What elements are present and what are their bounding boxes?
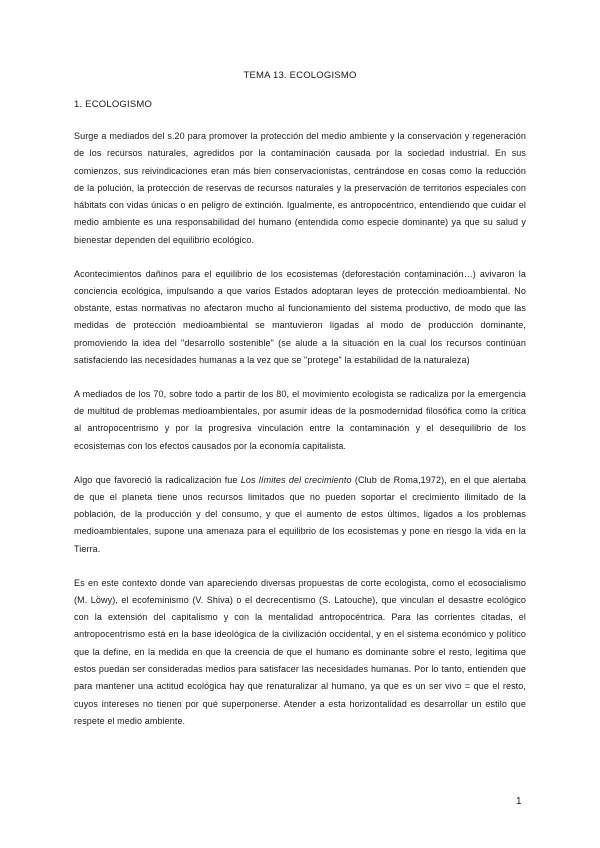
paragraph-4-text-start: Algo que favoreció la radicalización fue <box>74 474 241 485</box>
paragraph-4 <box>74 472 526 558</box>
paragraph-1: Surge a mediados del s.20 para promover la protección del medio ambiente y la conservación y regeneración de los recursos naturales, agredidos por la contaminación causada por la sociedad industrial. En sus comienzos, sus reivindicaciones eran más bien conservacionistas, centrándose en cosas como la reducción de la polución, la protección de reservas de recursos naturales y la preservación de territorios especiales con hábitats con vidas únicas o en peligro de extinción. Igualmente, es antropocéntrico, entendiendo que cuidar el medio ambiente es una responsabilidad del humano (entendida como especie dominante) ya que su salud y bienestar dependen del equilibrio ecológico. <box>74 131 526 245</box>
paragraph-4-text-end: (Club de Roma,1972), en el que alertaba de que el planeta tiene unos recursos limitados que no pueden soportar el crecimiento ilimitado de la población, de la producción y del consumo, y que el aumento de estos últimos, ligados a los problemas medioambientales, supone una amenaza para el equilibrio de los ecosistemas y pone en riesgo la vida en la Tierra. <box>74 474 526 554</box>
paragraph-2: Acontecimientos dañinos para el equilibrio de los ecosistemas (deforestación contaminación…) avivaron la conciencia ecológica, impulsando a que varios Estados adoptaran leyes de protección medioambiental. No obstante, estas normativas no afectaron mucho al funcionamiento del sistema productivo, de modo que las medidas de protección medioambiental se mantuvieron ligadas al modo de producción dominante, promoviendo la idea del "desarrollo sostenible" (se alude a la situación en la cual los recursos continúan satisfaciendo las necesidades humanas a la vez que se "protege" la estabilidad de la naturaleza) <box>74 268 526 366</box>
page-title: TEMA 13. ECOLOGISMO <box>243 70 357 81</box>
paragraph-5: Es en este contexto donde van apareciendo diversas propuestas de corte ecologista, como el ecosocialismo (M. Löwy), el ecofeminismo (V. Shiva) o el decrecentismo (S. Latouche), que vinculan el desastre ecológico con la extensión del capitalismo y con la mentalidad antropocéntrica. Para las corrientes citadas, el antropocentrismo está en la base ideológica de la civilización occidental, y en el sistema económico y político que la define, en la medida en que la creencia de que el humano es dominante sobre el resto, legitima que estos puedan ser consideradas medios para satisfacer las necesidades humanas. Por lo tanto, entienden que para mantener una actitud ecológica hay que renaturalizar al humano, ya que es un ser vivo = que el resto, cuyos intereses no tienen por qué superponerse. Atender a esta horizontalidad es desarrollar un estilo que respete el medio ambiente. <box>74 577 526 726</box>
page-number: 1 <box>516 796 522 807</box>
book-title-italic: Los límites del crecimiento <box>240 474 352 485</box>
paragraph-3: A mediados de los 70, sobre todo a partir de los 80, el movimiento ecologista se radicaliza por la emergencia de multitud de problemas medioambientales, por asumir ideas de la posmodernidad filosófica como la crítica al antropocentrismo y por la progresiva vinculación entre la contaminación y el desequilibrio de los ecosistemas con los efectos causados por la economía capitalista. <box>74 388 526 451</box>
section-heading: 1. ECOLOGISMO <box>74 99 153 110</box>
document-body <box>74 128 526 747</box>
